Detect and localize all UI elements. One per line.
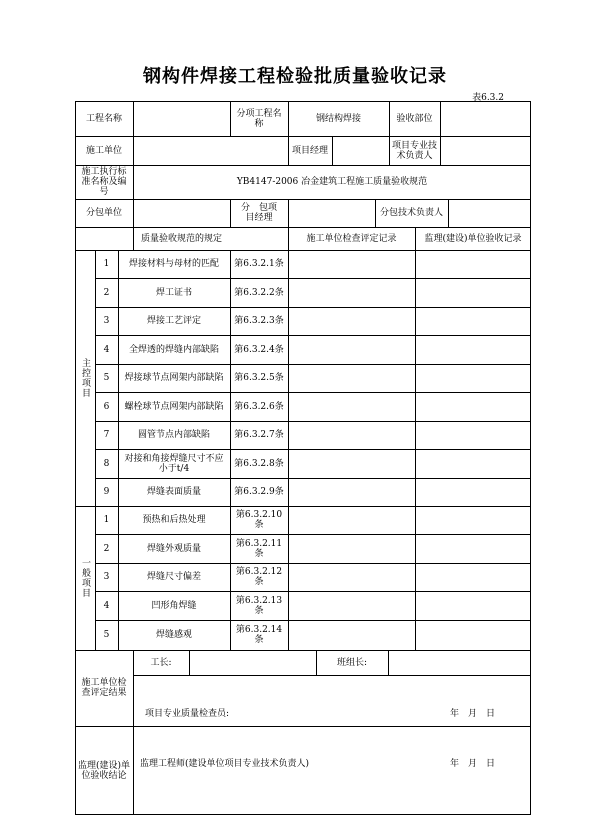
sub-project-label: 分项工程名称 [236,108,282,129]
item-clause: 第6.3.2.3条 [234,316,284,326]
construction-check-cell[interactable] [288,307,415,335]
construction-unit-label: 施工单位 [85,145,122,156]
item-number: 1 [103,515,110,525]
item-clause: 第6.3.2.11条 [235,538,283,559]
tech-leader-label: 项目专业技术负责人 [391,140,437,161]
item-clause: 第6.3.2.9条 [234,487,284,497]
item-clause: 第6.3.2.6条 [234,401,284,412]
column-construction-check: 施工单位检查评定记录 [306,233,397,244]
standard-value: YB4147-2006 冶金建筑工程施工质量验收规范 [236,177,428,187]
main-control-label: 主控项目 [80,358,90,398]
item-number: 9 [103,487,110,497]
item-number: 8 [103,458,110,469]
item-number: 6 [103,401,110,412]
supervision-check-cell[interactable] [415,364,531,392]
supervision-check-cell[interactable] [415,449,531,478]
project-manager-field[interactable] [332,136,389,165]
supervision-check-cell[interactable] [415,392,531,421]
item-clause: 第6.3.2.1条 [234,259,284,269]
standard-label: 施工执行标准名称及编号 [81,167,127,197]
supervision-check-cell[interactable] [415,278,531,307]
supervision-check-cell[interactable] [415,478,531,506]
construction-check-cell[interactable] [288,591,415,620]
item-number: 5 [103,630,110,640]
item-number: 2 [103,543,110,554]
supervision-check-cell[interactable] [415,534,531,563]
item-clause: 第6.3.2.12条 [235,567,283,587]
item-number: 3 [103,572,110,582]
item-name: 对接和角接焊缝尺寸不应小于t/4 [124,453,224,474]
subcontract-unit-label: 分包单位 [85,208,122,218]
construction-check-cell[interactable] [288,620,415,650]
construction-check-cell[interactable] [288,392,415,421]
table-number: 表6.3.2 [472,93,504,103]
construction-check-cell[interactable] [288,364,415,392]
item-name: 预热和后热处理 [142,515,206,525]
construction-check-cell[interactable] [288,421,415,449]
subcontract-tech-label: 分包技术负责人 [379,208,443,218]
supervision-check-cell[interactable] [415,506,531,534]
item-clause: 第6.3.2.14条 [235,625,283,645]
construction-check-cell[interactable] [288,534,415,563]
supervision-check-cell[interactable] [415,563,531,591]
item-number: 5 [103,373,110,383]
supervision-check-cell[interactable] [415,250,531,278]
project-name-label: 工程名称 [85,113,122,124]
tech-leader-field[interactable] [440,136,531,165]
item-number: 4 [103,344,110,355]
foreman-label: 工长: [150,657,172,668]
subcontract-unit-field[interactable] [133,199,230,227]
accept-part-label: 验收部位 [396,113,433,124]
supervision-conclusion-label: 监理(建设)单位验收结论 [77,760,131,781]
item-name: 焊缝外观质量 [146,543,201,554]
construction-check-cell[interactable] [288,563,415,591]
item-clause: 第6.3.2.7条 [234,430,284,440]
sub-project-value: 钢结构焊接 [315,113,361,124]
item-name: 螺栓球节点网架内部缺陷 [124,401,224,412]
item-clause: 第6.3.2.8条 [234,458,284,469]
project-manager-label: 项目经理 [291,145,328,156]
construction-check-cell[interactable] [288,506,415,534]
construction-check-cell[interactable] [288,449,415,478]
page-title: 钢构件焊接工程检验批质量验收记录 [143,66,447,87]
construction-check-cell[interactable] [288,335,415,364]
team-leader-field[interactable] [388,650,531,675]
subcontract-manager-field[interactable] [288,199,375,227]
item-number: 2 [103,287,110,298]
item-clause: 第6.3.2.4条 [234,344,284,355]
subcontract-tech-field[interactable] [448,199,531,227]
item-name: 焊缝表面质量 [146,487,201,497]
construction-check-cell[interactable] [288,478,415,506]
construction-check-cell[interactable] [288,250,415,278]
item-number: 7 [103,430,110,440]
inspector-label: 项目专业质量检查员: [145,709,230,719]
project-name-field[interactable] [133,101,230,136]
construction-result-label: 施工单位检查评定结果 [81,678,127,698]
inspection-table [75,101,531,815]
supervision-check-cell[interactable] [415,620,531,650]
accept-part-field[interactable] [440,101,531,136]
item-name: 全焊透的焊缝内部缺陷 [128,344,219,355]
item-clause: 第6.3.2.13条 [235,595,283,616]
item-number: 1 [103,259,110,269]
foreman-field[interactable] [189,650,316,675]
construction-check-cell[interactable] [288,278,415,307]
item-clause: 第6.3.2.5条 [234,373,284,383]
item-number: 3 [103,316,110,326]
item-name: 焊接材料与母材的匹配 [128,259,219,269]
subcontract-manager-label: 分 包项目经理 [240,203,277,223]
item-name: 焊工证书 [155,287,192,298]
team-leader-label: 班组长: [336,657,368,668]
construction-unit-field[interactable] [133,136,288,165]
engineer-label: 监理工程师(建设单位项目专业技术负责人) [140,759,310,769]
general-items-label: 一般项目 [80,558,90,598]
item-number: 4 [103,600,110,611]
item-name: 焊接工艺评定 [146,316,201,326]
item-name: 焊接球节点网架内部缺陷 [124,373,224,383]
supervision-check-cell[interactable] [415,591,531,620]
item-clause: 第6.3.2.2条 [234,287,284,298]
supervision-check-cell[interactable] [415,421,531,449]
item-name: 圆管节点内部缺陷 [137,430,210,440]
item-clause: 第6.3.2.10条 [235,510,283,530]
inspection-date: 年 月 日 [450,709,496,719]
supervision-date: 年 月 日 [450,759,496,769]
item-name: 焊缝感观 [155,630,192,640]
supervision-check-cell[interactable] [415,307,531,335]
item-name: 凹形角焊缝 [151,600,197,611]
item-name: 焊缝尺寸偏差 [146,572,201,582]
supervision-check-cell[interactable] [415,335,531,364]
column-spec: 质量验收规范的规定 [140,233,222,244]
column-supervision-check: 监理(建设)单位验收记录 [424,233,522,244]
